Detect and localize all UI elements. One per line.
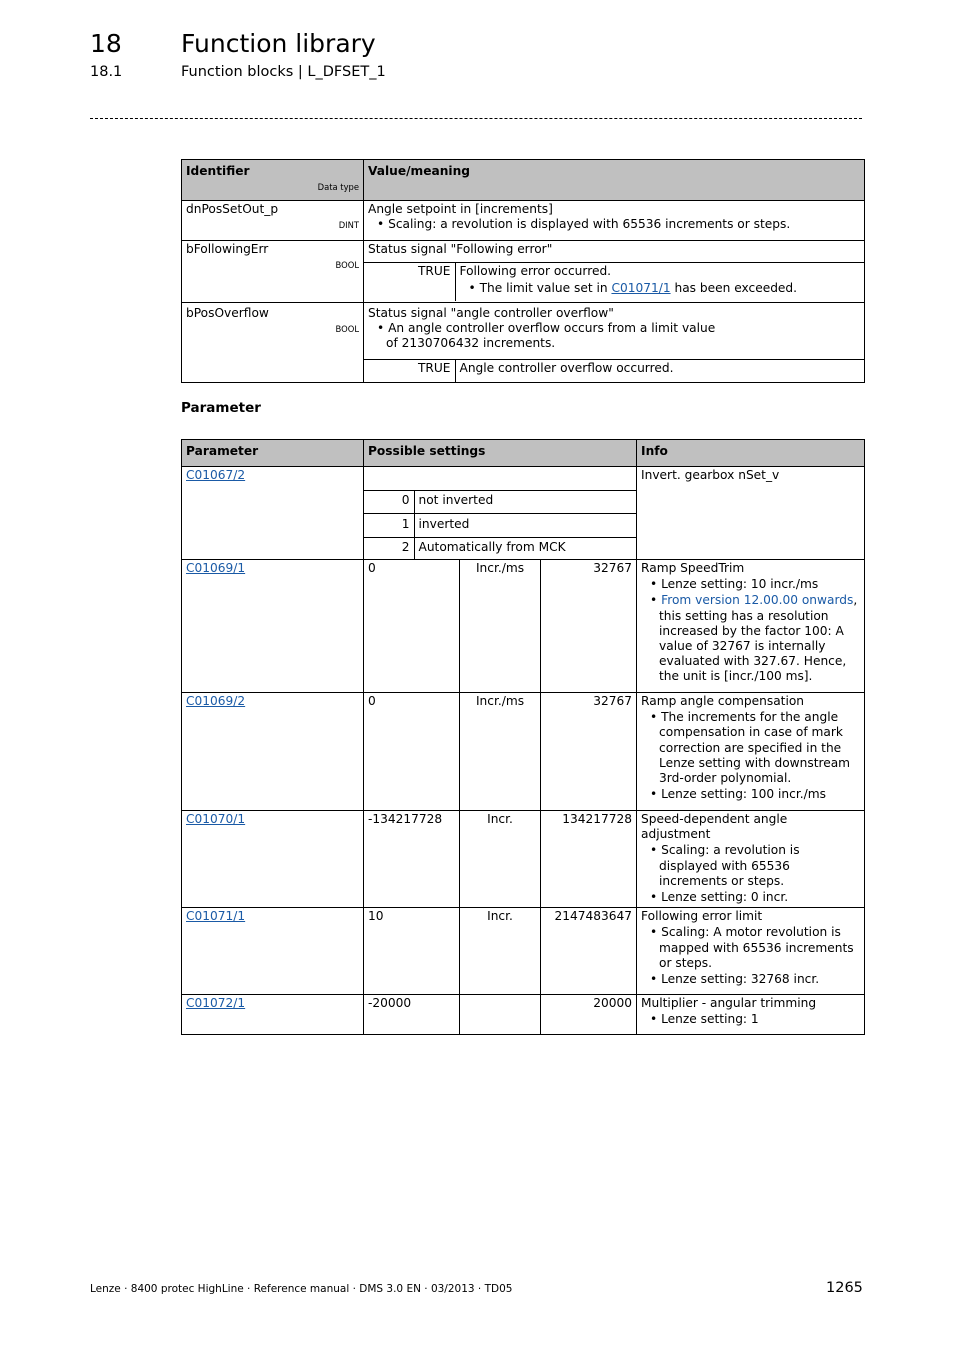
- page-number: 1265: [826, 1280, 863, 1296]
- info-title: Speed-dependent angle adjustment: [641, 812, 788, 842]
- value-meaning-header-label: Value/meaning: [368, 164, 471, 178]
- sub-value: TRUE: [417, 264, 451, 278]
- unit-value: Incr.: [487, 909, 513, 924]
- info-bullet: • Lenze setting: 0 incr.: [650, 890, 789, 905]
- sub-text: Following error occurred.: [459, 264, 612, 278]
- sub-value-cell: [364, 263, 455, 301]
- identifier-name: bFollowingErr: [186, 242, 269, 256]
- info-cell: [637, 560, 865, 693]
- sub-bullet-pre: The limit value set in: [479, 281, 608, 296]
- c01069-2-link[interactable]: C01069/2: [186, 694, 246, 708]
- info-bullet: • Lenze setting: 10 incr./ms: [650, 577, 819, 592]
- min-value: 0: [368, 694, 376, 708]
- identifier-cell: [182, 241, 364, 303]
- min-value: 0: [368, 561, 376, 575]
- min-cell: [364, 560, 460, 693]
- option-label-cell: [414, 490, 636, 513]
- outputs-table-header: [182, 160, 865, 201]
- meaning-bullet-text: An angle controller overflow occurs from a limit value of 2130706432 increments.: [386, 321, 716, 351]
- option-label-cell: [414, 537, 636, 559]
- option-label: not inverted: [418, 492, 494, 507]
- parameter-cell: [182, 560, 364, 693]
- max-value: 32767: [593, 694, 633, 708]
- parameter-heading: Parameter: [181, 400, 261, 416]
- c01069-1-link[interactable]: C01069/1: [186, 561, 246, 575]
- identifier-type: BOOL: [335, 324, 359, 335]
- sub-text-cell: [455, 360, 864, 382]
- option-value: 1: [401, 516, 410, 531]
- settings-header: [364, 440, 637, 467]
- unit-value: Incr.: [487, 812, 513, 826]
- footer-text: Lenze · 8400 protec HighLine · Reference manual · DMS 3.0 EN · 03/2013 · TD05: [90, 1283, 513, 1295]
- sub-bullet-post: has been exceeded.: [674, 281, 798, 296]
- parameter-table-header: [182, 440, 865, 467]
- info-title: Following error limit: [641, 909, 763, 924]
- unit-cell: [460, 995, 541, 1035]
- parameter-table: [181, 439, 865, 1035]
- sub-text: Angle controller overflow occurred.: [459, 361, 674, 375]
- section-title: Function blocks | L_DFSET_1: [181, 64, 386, 80]
- max-value: 134217728: [562, 812, 633, 826]
- meaning-bullet: • Scaling: a revolution is displayed with 65536 increments or steps.: [377, 217, 791, 232]
- table-row: [182, 560, 865, 693]
- sub-bullet: • The limit value set in C01071/1 has been exceeded.: [468, 281, 798, 296]
- min-value: 10: [368, 909, 384, 924]
- option-list: [364, 467, 636, 559]
- identifier-name: bPosOverflow: [186, 306, 269, 320]
- min-cell: [364, 811, 460, 908]
- info-cell: [637, 811, 865, 908]
- info-title: Ramp SpeedTrim: [641, 561, 745, 575]
- version-link[interactable]: From version 12.00.00 onwards: [661, 593, 854, 608]
- info-bullet: • Scaling: A motor revolution is mapped with 65536 increments or steps.: [650, 925, 854, 970]
- min-cell: [364, 995, 460, 1035]
- sub-text-cell: [455, 263, 864, 301]
- max-value: 2147483647: [554, 909, 633, 924]
- info-title: Multiplier - angular trimming: [641, 996, 817, 1011]
- identifier-name: dnPosSetOut_p: [186, 202, 279, 216]
- option-value: 2: [401, 539, 410, 554]
- table-row: [182, 303, 865, 383]
- info-bullet-text: The increments for the angle compensation in case of mark correction are specified in the Lenze setting with downstream 3rd-order polynomial.: [659, 710, 851, 786]
- info-bullet-text: Lenze setting: 0 incr.: [661, 890, 789, 905]
- settings-cell: [364, 467, 637, 560]
- meaning-cell: [364, 201, 865, 241]
- data-type-header-label: Data type: [317, 182, 359, 193]
- chapter-number: 18: [90, 29, 122, 58]
- value-subtable: [364, 360, 864, 382]
- option-list-spacer: [364, 467, 636, 490]
- min-value: -20000: [368, 996, 412, 1011]
- max-value: 20000: [593, 996, 633, 1011]
- max-cell: [541, 995, 637, 1035]
- info-bullet-text: Scaling: A motor revolution is mapped with 65536 increments or steps.: [659, 925, 854, 970]
- info-bullet-text: Lenze setting: 10 incr./ms: [661, 577, 819, 592]
- list-item: [364, 537, 636, 559]
- info-title: Invert. gearbox nSet_v: [641, 468, 780, 482]
- info-bullet: • Lenze setting: 100 incr./ms: [650, 787, 826, 802]
- identifier-header: [182, 160, 364, 201]
- meaning-bullet-text: Scaling: a revolution is displayed with 65536 increments or steps.: [388, 217, 791, 232]
- parameter-cell: [182, 811, 364, 908]
- parameter-cell: [182, 467, 364, 560]
- option-label-cell: [414, 513, 636, 537]
- info-bullet: • Scaling: a revolution is displayed with 65536 increments or steps.: [650, 843, 800, 888]
- c01071-1-link[interactable]: C01071/1: [186, 909, 246, 924]
- table-row: [182, 811, 865, 908]
- identifier-cell: [182, 303, 364, 383]
- meaning-text: Angle setpoint in [increments]: [368, 202, 553, 216]
- identifier-header-label: Identifier: [186, 164, 250, 178]
- parameter-cell: [182, 908, 364, 995]
- sub-value-cell: [364, 360, 455, 382]
- max-cell: [541, 693, 637, 811]
- parameter-header-label: Parameter: [186, 444, 259, 458]
- section-number: 18.1: [90, 64, 123, 80]
- parameter-cell: [182, 693, 364, 811]
- option-value: 0: [401, 492, 410, 507]
- info-bullet: • Lenze setting: 32768 incr.: [650, 972, 820, 987]
- meaning-text: Status signal "angle controller overflow": [368, 306, 614, 320]
- value-meaning-header: [364, 160, 865, 201]
- parameter-cell: [182, 995, 364, 1035]
- info-cell: [637, 908, 865, 995]
- max-cell: [541, 811, 637, 908]
- meaning-cell: [364, 241, 865, 303]
- info-bullet-text: Lenze setting: 100 incr./ms: [661, 787, 826, 802]
- meaning-cell: [364, 303, 865, 383]
- list-item: [364, 513, 636, 537]
- value-subtable: [364, 263, 864, 301]
- c01071-1-link[interactable]: C01071/1: [611, 281, 671, 296]
- info-bullet: • From version 12.00.00 onwards, this setting has a resolution increased by the factor 100: A value of 32767 is internally evaluated with 327.67. Hence, the unit is [incr./100 ms].: [650, 593, 858, 684]
- unit-cell: [460, 908, 541, 995]
- info-cell: [637, 693, 865, 811]
- table-row: [182, 908, 865, 995]
- info-cell: [637, 995, 865, 1035]
- c01070-1-link[interactable]: C01070/1: [186, 812, 246, 826]
- info-title: Ramp angle compensation: [641, 694, 805, 708]
- option-value-cell: [364, 513, 414, 537]
- info-bullet: • The increments for the angle compensation in case of mark correction are specified in the Lenze setting with downstream 3rd-order polynomial.: [650, 710, 851, 786]
- identifier-type: DINT: [338, 220, 359, 231]
- option-label: inverted: [418, 516, 470, 531]
- unit-cell: [460, 811, 541, 908]
- info-bullet-text: Lenze setting: 1: [661, 1012, 759, 1027]
- parameter-header: [182, 440, 364, 467]
- table-row: [182, 241, 865, 303]
- table-row: [182, 201, 865, 241]
- info-bullet-text: Lenze setting: 32768 incr.: [661, 972, 820, 987]
- unit-value: Incr./ms: [475, 561, 525, 575]
- list-item: [364, 490, 636, 513]
- identifier-cell: [182, 201, 364, 241]
- option-value-cell: [364, 490, 414, 513]
- settings-header-label: Possible settings: [368, 444, 486, 458]
- max-value: 32767: [593, 561, 633, 575]
- min-cell: [364, 908, 460, 995]
- min-cell: [364, 693, 460, 811]
- info-header: [637, 440, 865, 467]
- unit-value: [460, 995, 540, 998]
- max-cell: [541, 560, 637, 693]
- min-value: -134217728: [368, 812, 443, 826]
- chapter-title: Function library: [181, 29, 376, 58]
- c01072-1-link[interactable]: C01072/1: [186, 996, 246, 1011]
- sub-value: TRUE: [417, 361, 451, 375]
- info-bullet: • Lenze setting: 1: [650, 1012, 759, 1027]
- option-label: Automatically from MCK: [418, 539, 566, 554]
- table-row: [182, 467, 865, 560]
- meaning-block: [364, 303, 864, 360]
- identifier-type: BOOL: [335, 260, 359, 271]
- c01067-2-link[interactable]: C01067/2: [186, 468, 246, 482]
- max-cell: [541, 908, 637, 995]
- info-header-label: Info: [641, 444, 668, 458]
- unit-cell: [460, 560, 541, 693]
- table-row: [182, 995, 865, 1035]
- header-divider: [90, 118, 862, 119]
- unit-value: Incr./ms: [475, 694, 525, 708]
- meaning-bullet: • An angle controller overflow occurs from a limit value of 2130706432 increments.: [377, 321, 716, 351]
- info-bullet-text: , this setting has a resolution increased by the factor 100: A value of 32767 is internally evaluated with 327.67. Hence, the unit is [incr./100 ms].: [659, 593, 858, 684]
- meaning-text: Status signal "Following error": [364, 241, 864, 263]
- outputs-table: [181, 159, 865, 383]
- unit-cell: [460, 693, 541, 811]
- info-cell: [637, 467, 865, 560]
- info-bullet-text: Scaling: a revolution is displayed with 65536 increments or steps.: [659, 843, 800, 888]
- table-row: [182, 693, 865, 811]
- option-value-cell: [364, 537, 414, 559]
